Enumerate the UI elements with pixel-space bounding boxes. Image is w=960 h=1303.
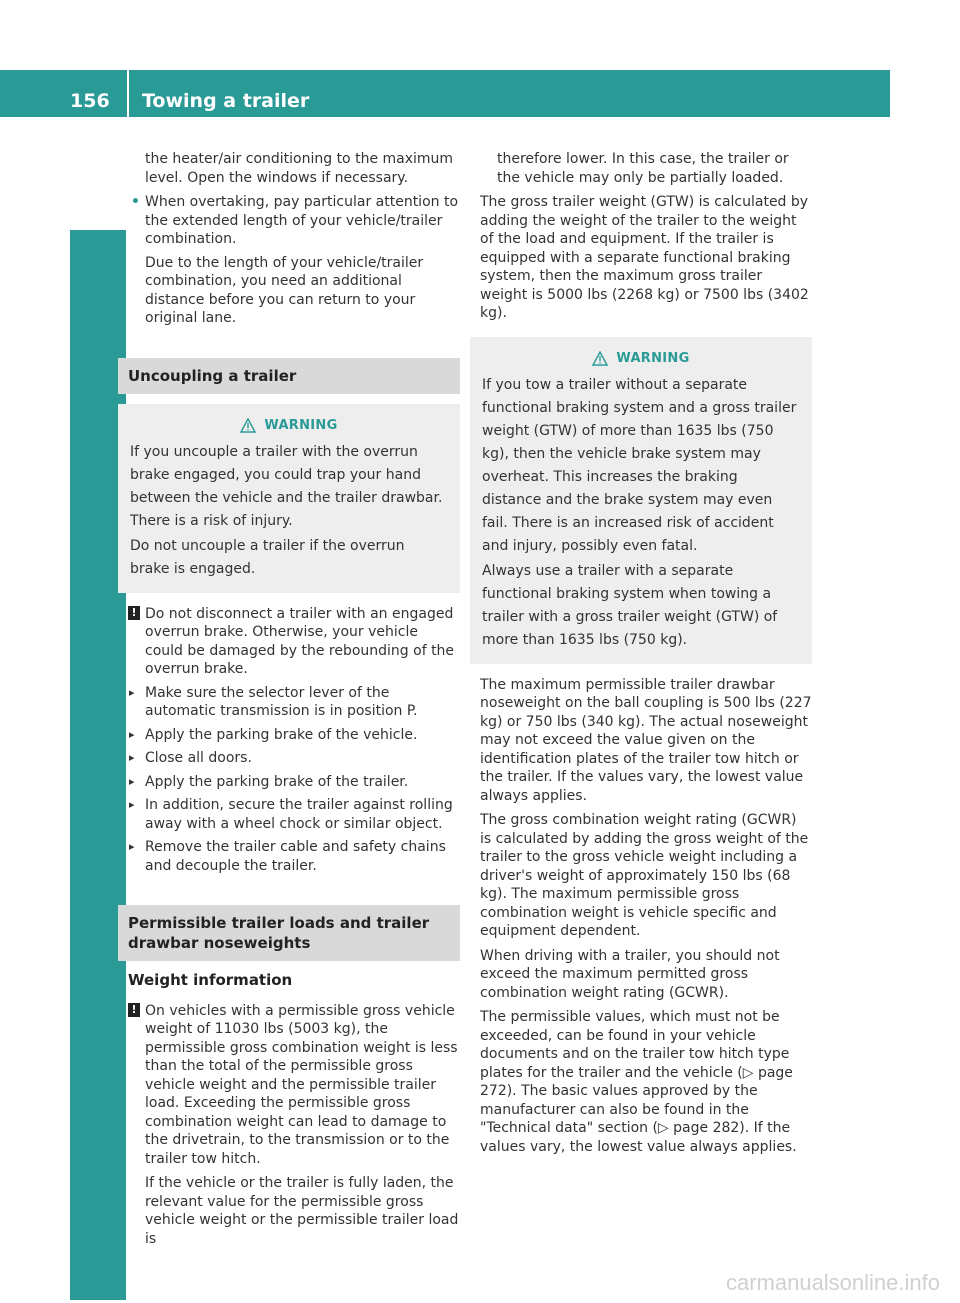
note-disconnect: ! Do not disconnect a trailer with an engaged overrun brake. Otherwise, your vehicle could be damaged by the rebounding of the overrun brake. — [128, 605, 460, 679]
warning-box-braking — [470, 337, 812, 664]
page-number: 156 — [70, 90, 110, 112]
chapter-title: Towing a trailer — [142, 90, 310, 112]
step-item: ▸ In addition, secure the trailer against rolling away with a wheel chock or similar object. — [128, 796, 460, 833]
exclamation-icon: ! — [128, 1003, 140, 1017]
right-column — [480, 150, 812, 1162]
weight-info-heading: Weight information — [128, 971, 293, 989]
gtw-text: The gross trailer weight (GTW) is calculated by adding the weight of the trailer to the weight of the load and equipment. If the trailer is equipped with a separate functional braking system, then the maximum gross trailer weight is 5000 lbs (2268 kg) or 7500 lbs (3402 kg). — [480, 194, 809, 321]
watermark: carmanualsonline.info — [725, 1270, 940, 1295]
warning-triangle-icon — [592, 351, 608, 366]
warning-text: Do not uncouple a trailer if the overrun brake is engaged. — [130, 537, 405, 577]
warning-title: WARNING — [130, 414, 448, 437]
side-chapter-label: Driving and parking — [86, 475, 110, 711]
warning-title: WARNING — [482, 347, 800, 370]
overtake-bullet: • When overtaking, pay particular attention to the extended length of your vehicle/trailer combination. — [128, 193, 460, 249]
loads-heading: Permissible trailer loads and trailer drawbar noseweights — [118, 905, 460, 961]
continued-text: the heater/air conditioning to the maximum level. Open the windows if necessary. — [145, 151, 454, 186]
warning-triangle-icon — [240, 418, 256, 433]
warning-text: If you tow a trailer without a separate functional braking system and a gross trailer weight (GTW) of more than 1635 lbs (750 kg), then the vehicle brake system may overheat. This increases the braking distance and the brake system may even fail. There is an increased risk of accident and injury, possibly even fatal. — [482, 376, 797, 554]
step-item: ▸ Apply the parking brake of the vehicle. — [128, 726, 460, 745]
header-bar — [0, 70, 890, 117]
continued-text: therefore lower. In this case, the trailer or the vehicle may only be partially loaded. — [497, 151, 789, 186]
left-column — [128, 150, 460, 1254]
step-item: ▸ Close all doors. — [128, 749, 460, 768]
uncoupling-heading: Uncoupling a trailer — [118, 358, 460, 394]
header-divider — [127, 70, 129, 130]
exclamation-icon: ! — [128, 606, 140, 620]
note-weight: ! On vehicles with a permissible gross vehicle weight of 11030 lbs (5003 kg), the permissible gross combination weight is less than the total of the permissible gross vehicle weight and the permissible trailer load. Exceeding the permissible gross combination weight can lead to damage to the drivetrain, to the transmission or to the trailer tow hitch. If the vehicle or the trailer is fully laden, the relevant value for the permissible gross vehicle weight or the permissible trailer load is — [128, 1002, 460, 1249]
step-item: ▸ Apply the parking brake of the trailer. — [128, 773, 460, 792]
noseweight-text: The maximum permissible trailer drawbar noseweight on the ball coupling is 500 lbs (227 kg) or 750 lbs (340 kg). The actual noseweight may not exceed the value given on the identification plates of the trailer tow hitch or the trailer. If the values vary, the lowest value always applies. — [480, 676, 812, 804]
warning-text: Always use a trailer with a separate functional braking system when towing a trailer with a gross trailer weight (GTW) of more than 1635 lbs (750 kg). — [482, 562, 778, 648]
permissible-values-text: The permissible values, which must not be exceeded, can be found in your vehicle documents and on the trailer tow hitch type plates for the trailer and the vehicle (▷ page 272). The basic values approved by the manufacturer can also be found in the "Technical data" section (▷ page 282). If the values vary, the lowest value always applies. — [480, 1009, 797, 1155]
overtake-note: Due to the length of your vehicle/trailer combination, you need an additional distance before you can return to your original lane. — [145, 254, 424, 326]
step-item: ▸ Remove the trailer cable and safety chains and decouple the trailer. — [128, 838, 460, 875]
warning-box-uncoupling — [118, 404, 460, 593]
warning-text: If you uncouple a trailer with the overrun brake engaged, you could trap your hand between the vehicle and the trailer drawbar. There is a risk of injury. — [130, 443, 443, 529]
step-item: ▸ Make sure the selector lever of the automatic transmission is in position P. — [128, 684, 460, 721]
exceed-text: When driving with a trailer, you should not exceed the maximum permitted gross combination weight rating (GCWR). — [480, 947, 780, 1001]
gcwr-text: The gross combination weight rating (GCWR) is calculated by adding the gross weight of the trailer to the gross vehicle weight including a driver's weight of approximately 150 lbs (68 kg). The maximum permissible gross combination weight is vehicle specific and equipment dependent. — [480, 812, 809, 939]
